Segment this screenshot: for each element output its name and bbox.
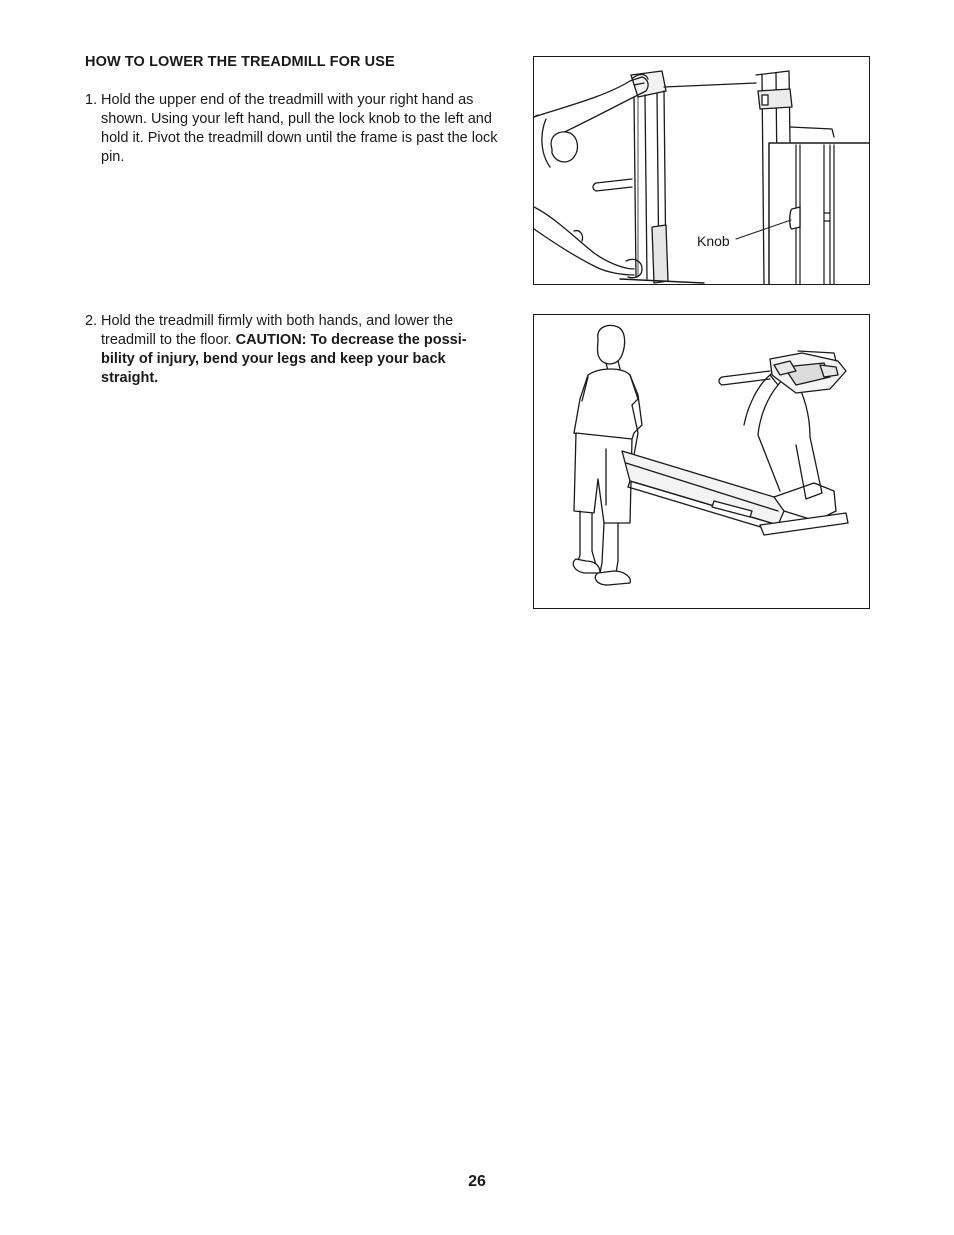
section-heading: HOW TO LOWER THE TREADMILL FOR USE	[85, 54, 395, 70]
illustration-fold-treadmill	[534, 57, 870, 285]
caution-text: CAUTION: To decrease the possi-bility of injury, bend your legs and keep your back straight.	[101, 332, 467, 386]
step-body	[101, 312, 500, 388]
step-number: 1.	[85, 92, 98, 108]
illustration-lower-treadmill	[534, 315, 870, 609]
step-text: Hold the upper end of the treadmill with your right hand as shown. Using your left hand, pull the lock knob to the left and hold it. Pivot the treadmill down until the frame is past the lock pin.	[101, 92, 498, 165]
step-1	[85, 91, 500, 167]
knob-callout-label: Knob	[697, 233, 730, 249]
figure-lock-knob	[533, 56, 870, 285]
step-2	[85, 312, 500, 388]
step-number: 2.	[85, 313, 98, 329]
page-number: 26	[468, 1173, 486, 1190]
figure-lowering-treadmill	[533, 314, 870, 609]
step-text: Hold the treadmill firmly with both hands, and lower the treadmill to the floor.	[101, 313, 454, 348]
